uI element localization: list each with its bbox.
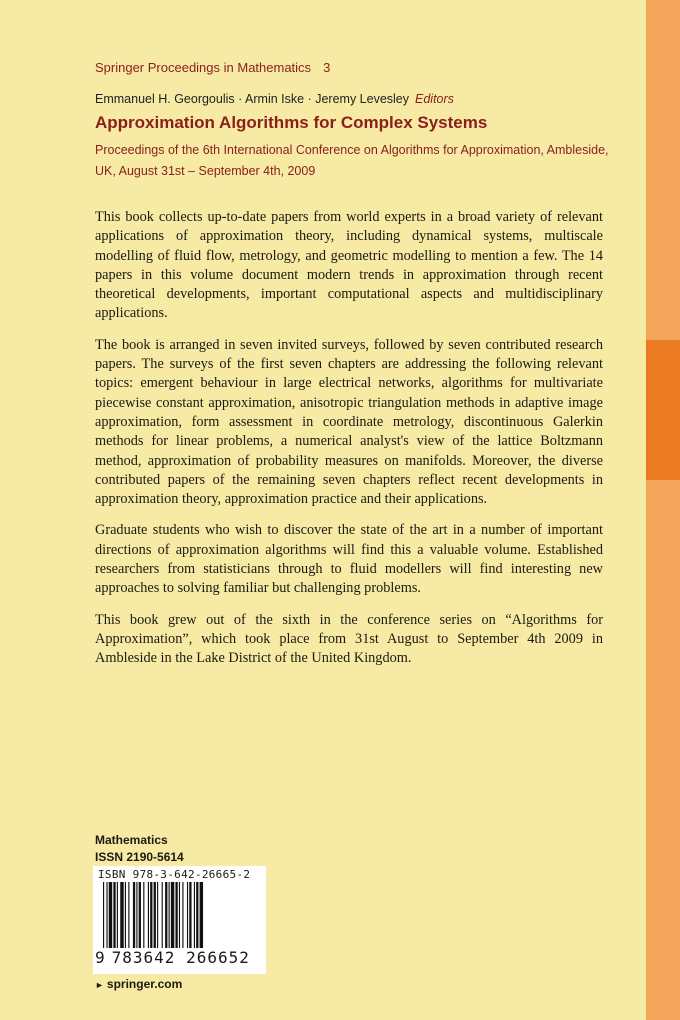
spine-stripe-accent <box>646 340 680 480</box>
book-subtitle: Proceedings of the 6th International Conference on Algorithms for Approximation, Ambleside, UK, August 31st – September 4th, 2009 <box>95 143 609 178</box>
publisher-website <box>95 977 182 991</box>
barcode-bars <box>103 882 258 948</box>
subject-block <box>95 832 184 866</box>
series-line <box>95 60 330 75</box>
barcode-bar <box>139 882 141 948</box>
barcode-bar <box>162 882 163 948</box>
editors-line <box>95 92 454 106</box>
barcode <box>93 866 266 974</box>
barcode-bar <box>169 882 170 948</box>
barcode-bar <box>143 882 144 948</box>
arrow-icon: ► <box>95 980 104 990</box>
issn-label: ISSN 2190-5614 <box>95 850 184 864</box>
blurb-paragraph-3: Graduate students who wish to discover the state of the art in a number of important directions of approximation algorithms will find this a valuable volume. Established researchers from statisticians through to fluid modellers will find interesting new approaches to solving familiar but challenging problems. <box>95 522 603 597</box>
barcode-bar <box>148 882 149 948</box>
barcode-digits <box>95 948 265 967</box>
barcode-bar <box>109 882 112 948</box>
barcode-bar <box>106 882 107 948</box>
subject-label: Mathematics <box>95 833 168 847</box>
website-label: springer.com <box>106 977 183 991</box>
barcode-bar <box>171 882 174 948</box>
editors-suffix: Editors <box>415 92 454 106</box>
barcode-bar <box>150 882 152 948</box>
spine-stripe-bottom <box>646 480 680 1020</box>
series-volume: 3 <box>323 60 331 75</box>
barcode-bar <box>154 882 156 948</box>
barcode-bar <box>165 882 167 948</box>
blurb-paragraph-1: This book collects up-to-date papers from world experts in a broad variety of relevant applications of approximation theory, including dynamical systems, multiscale modelling of fluid flow, metrology, and geometric modelling to mention a few. The 14 papers in this volume document modern trends in approximation through recent theoretical developments, important computational aspects and multidisciplinary applications. <box>95 209 603 322</box>
book-title: Approximation Algorithms for Complex Systems <box>95 113 488 132</box>
blurb-paragraph-2: The book is arranged in seven invited surveys, followed by seven contributed research papers. The surveys of the first seven chapters are addressing the following relevant topics: emergent behaviour in large electrical networks, algorithms for multivariate piecewise constant approximation, anisotropic triangulation methods in adaptive image approximation, form assessment in coordinate metrology, discontinuous Galerkin methods for linear problems, a numerical analyst's view of the lattice Boltzmann method, approximation of probability measures on manifolds. Moreover, the diverse contributed papers of the remaining seven chapters reflect recent developments in approximation theory, approximation practice and their applications. <box>95 336 603 508</box>
barcode-bar <box>189 882 191 948</box>
barcode-bar <box>200 882 203 948</box>
barcode-bar <box>128 882 129 948</box>
barcode-bar <box>179 882 180 948</box>
barcode-bar <box>157 882 158 948</box>
barcode-bar <box>182 882 183 948</box>
barcode-bar <box>133 882 135 948</box>
barcode-bar <box>187 882 188 948</box>
isbn-label: ISBN 978-3-642-26665-2 <box>98 868 251 881</box>
blurb <box>95 208 603 681</box>
barcode-rest-digits: 783642 266652 <box>111 948 250 967</box>
barcode-bar <box>175 882 177 948</box>
series-name: Springer Proceedings in Mathematics <box>95 60 312 75</box>
barcode-bar <box>117 882 118 948</box>
barcode-bar <box>196 882 198 948</box>
barcode-bar <box>113 882 115 948</box>
barcode-bar <box>125 882 126 948</box>
barcode-bar <box>103 882 104 948</box>
blurb-paragraph-4: This book grew out of the sixth in the conference series on “Algorithms for Approximation”, which took place from 31st August to September 4th 2009 in Ambleside in the Lake District of the United Kingdom. <box>95 611 603 667</box>
spine-stripe-top <box>646 0 680 340</box>
barcode-bar <box>120 882 123 948</box>
editor-names: Emmanuel H. Georgoulis · Armin Iske · Jeremy Levesley <box>95 92 409 106</box>
barcode-bar <box>194 882 195 948</box>
barcode-first-digit: 9 <box>95 948 106 967</box>
barcode-bar <box>136 882 137 948</box>
